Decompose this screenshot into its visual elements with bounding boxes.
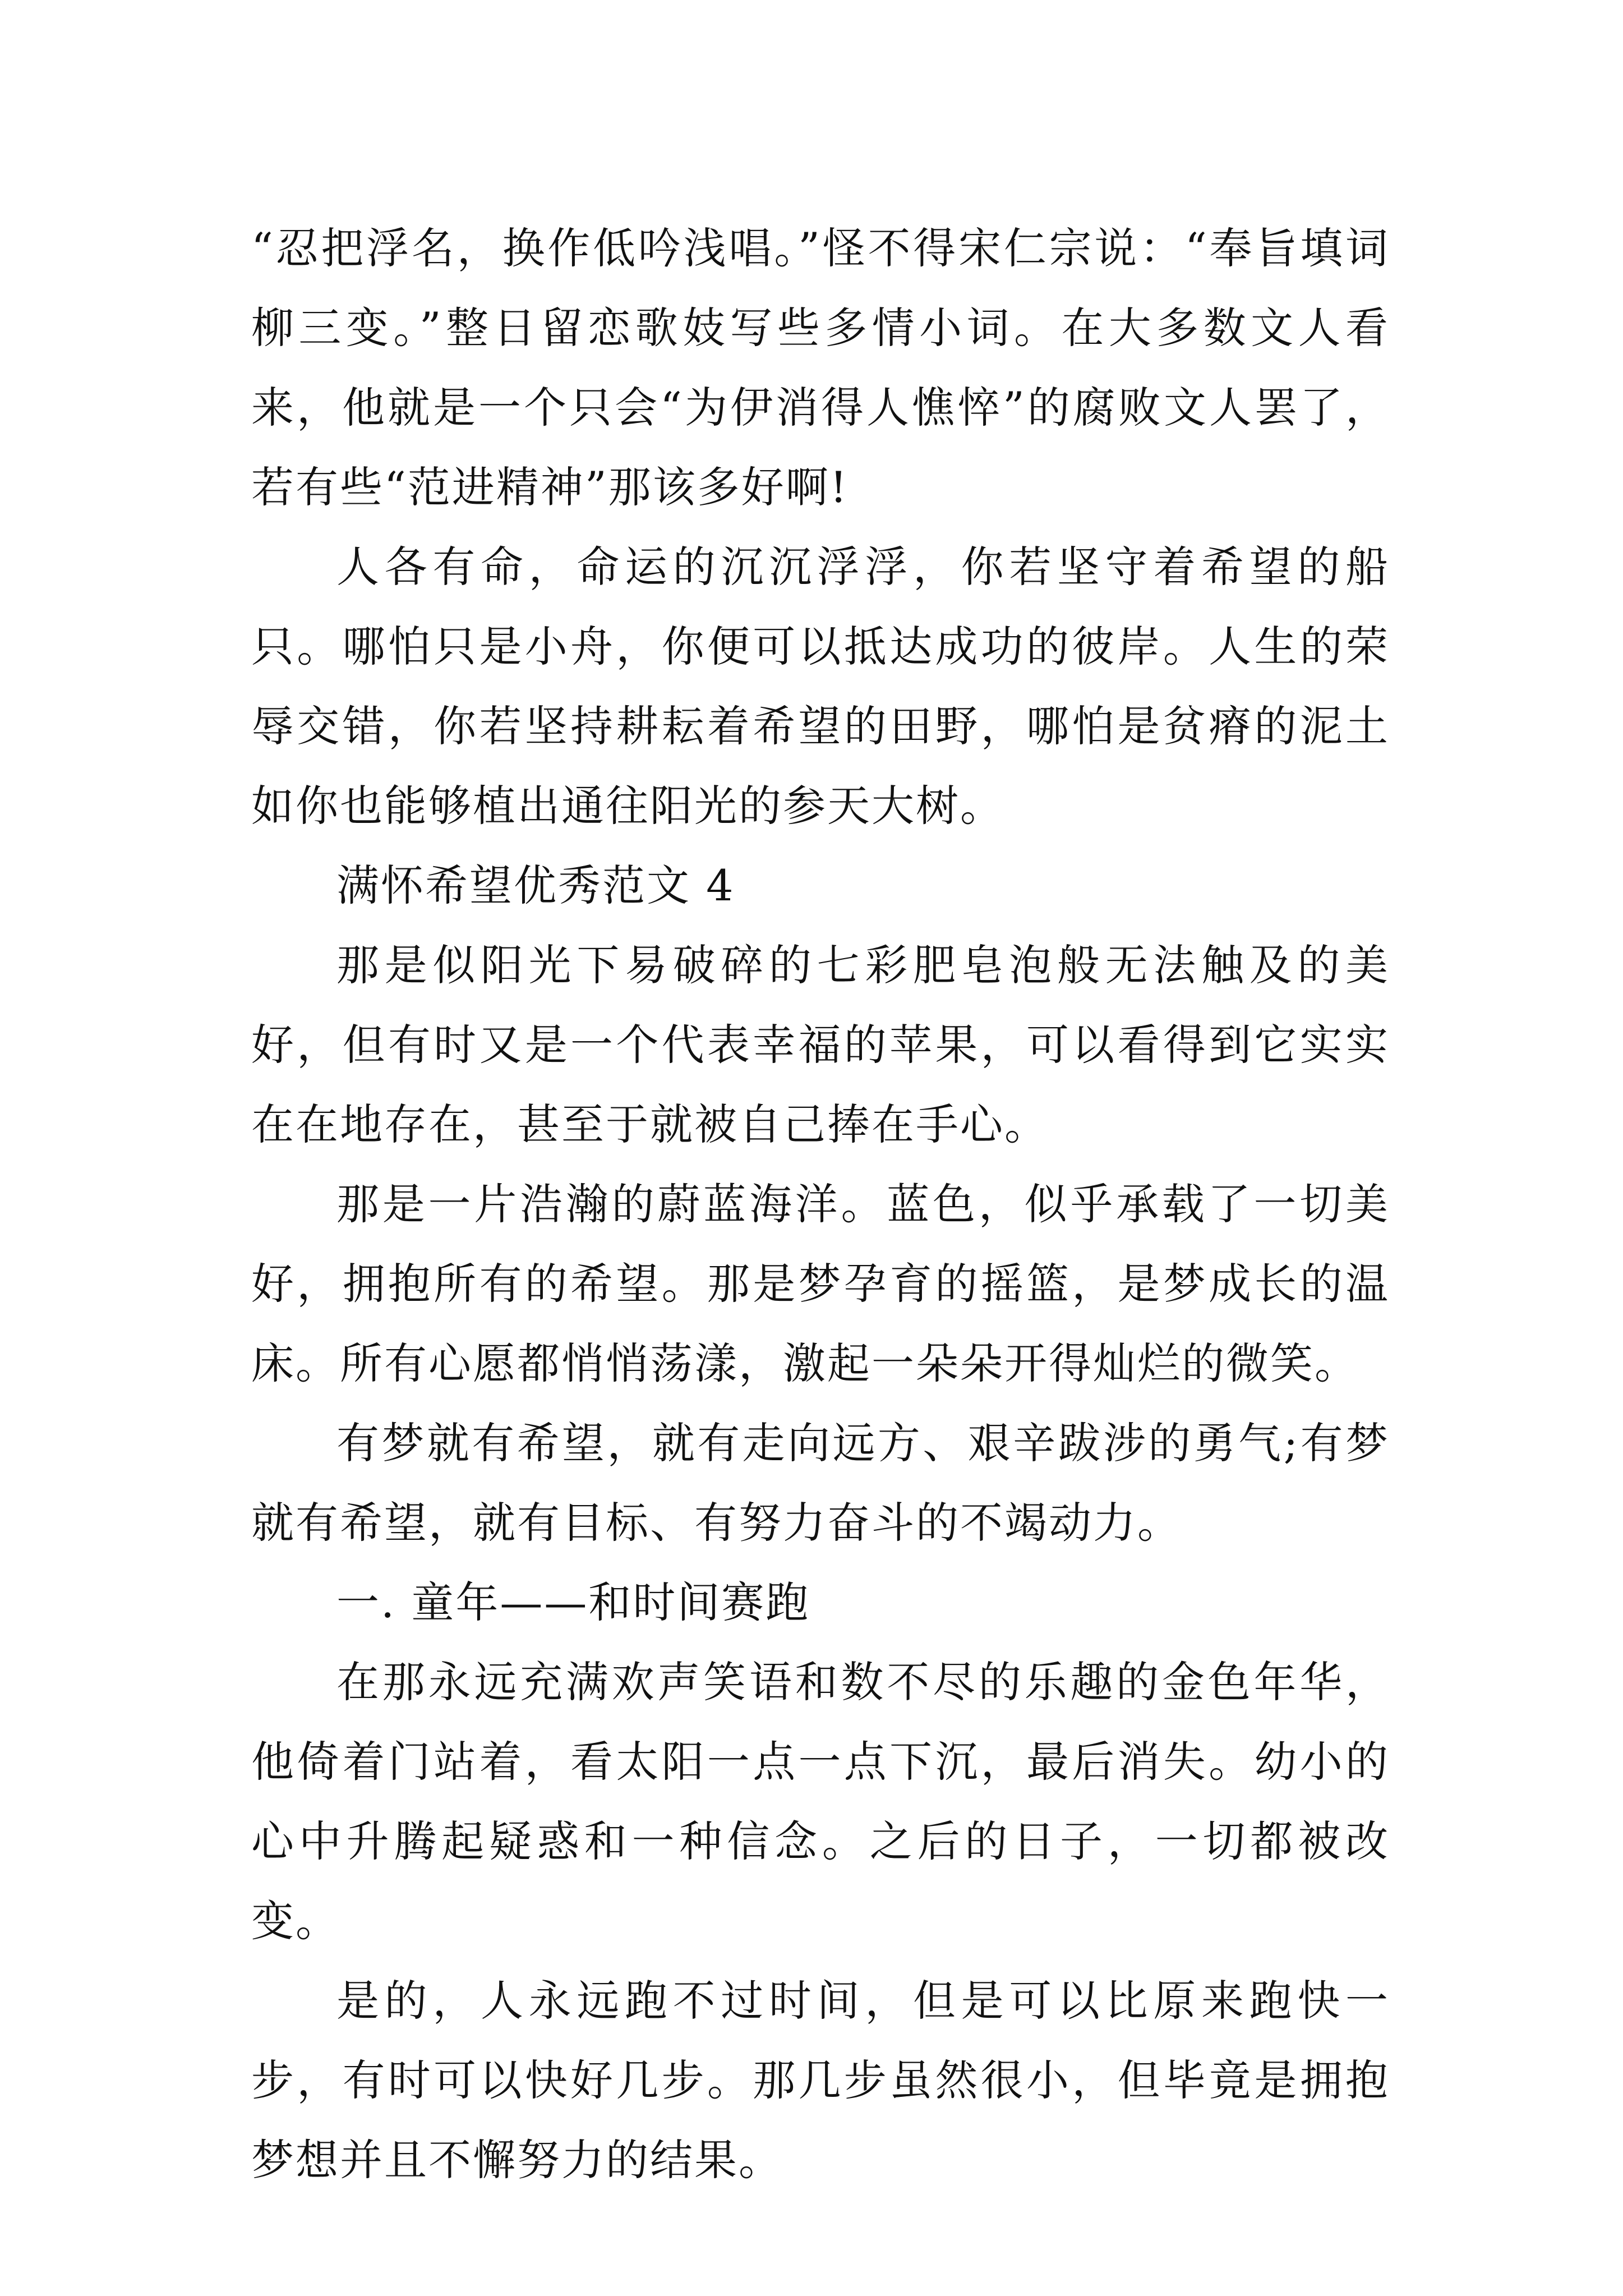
paragraph-3: 那是似阳光下易破碎的七彩肥皂泡般无法触及的美好，但有时又是一个代表幸福的苹果，可以看得到它实实在在地存在，甚至于就被自己捧在手心。 [251,940,1390,1149]
section-heading-4: 满怀希望优秀范文 4 [336,861,735,910]
paragraph-1: “忍把浮名，换作低吟浅唱。”怪不得宋仁宗说：“奉旨填词柳三变。”整日留恋歌妓写些多情小词。在大多数文人看来，他就是一个只会“为伊消得人憔悴”的腐败文人罢了，若有些“范进精神”那该多好啊! [251,223,1390,512]
paragraph-6: 在那永远充满欢声笑语和数不尽的乐趣的金色年华，他倚着门站着，看太阳一点一点下沉，最后消失。幼小的心中升腾起疑惑和一种信念。之后的日子，一切都被改变。 [251,1657,1390,1946]
paragraph-7: 是的，人永远跑不过时间，但是可以比原来跑快一步，有时可以快好几步。那几步虽然很小，但毕竟是拥抱梦想并且不懈努力的结果。 [251,1976,1390,2185]
paragraph-4: 那是一片浩瀚的蔚蓝海洋。蓝色，似乎承载了一切美好，拥抱所有的希望。那是梦孕育的摇篮，是梦成长的温床。所有心愿都悄悄荡漾，激起一朵朵开得灿烂的微笑。 [251,1179,1390,1388]
subheading-childhood: 一. 童年——和时间赛跑 [336,1577,810,1627]
paragraph-5: 有梦就有希望，就有走向远方、艰辛跋涉的勇气;有梦就有希望，就有目标、有努力奋斗的不竭动力。 [251,1418,1390,1548]
document-body [251,209,1390,2200]
paragraph-2: 人各有命，命运的沉沉浮浮，你若坚守着希望的船只。哪怕只是小舟，你便可以抵达成功的彼岸。人生的荣辱交错，你若坚持耕耘着希望的田野，哪怕是贫瘠的泥土如你也能够植出通往阳光的参天大树。 [251,542,1390,831]
